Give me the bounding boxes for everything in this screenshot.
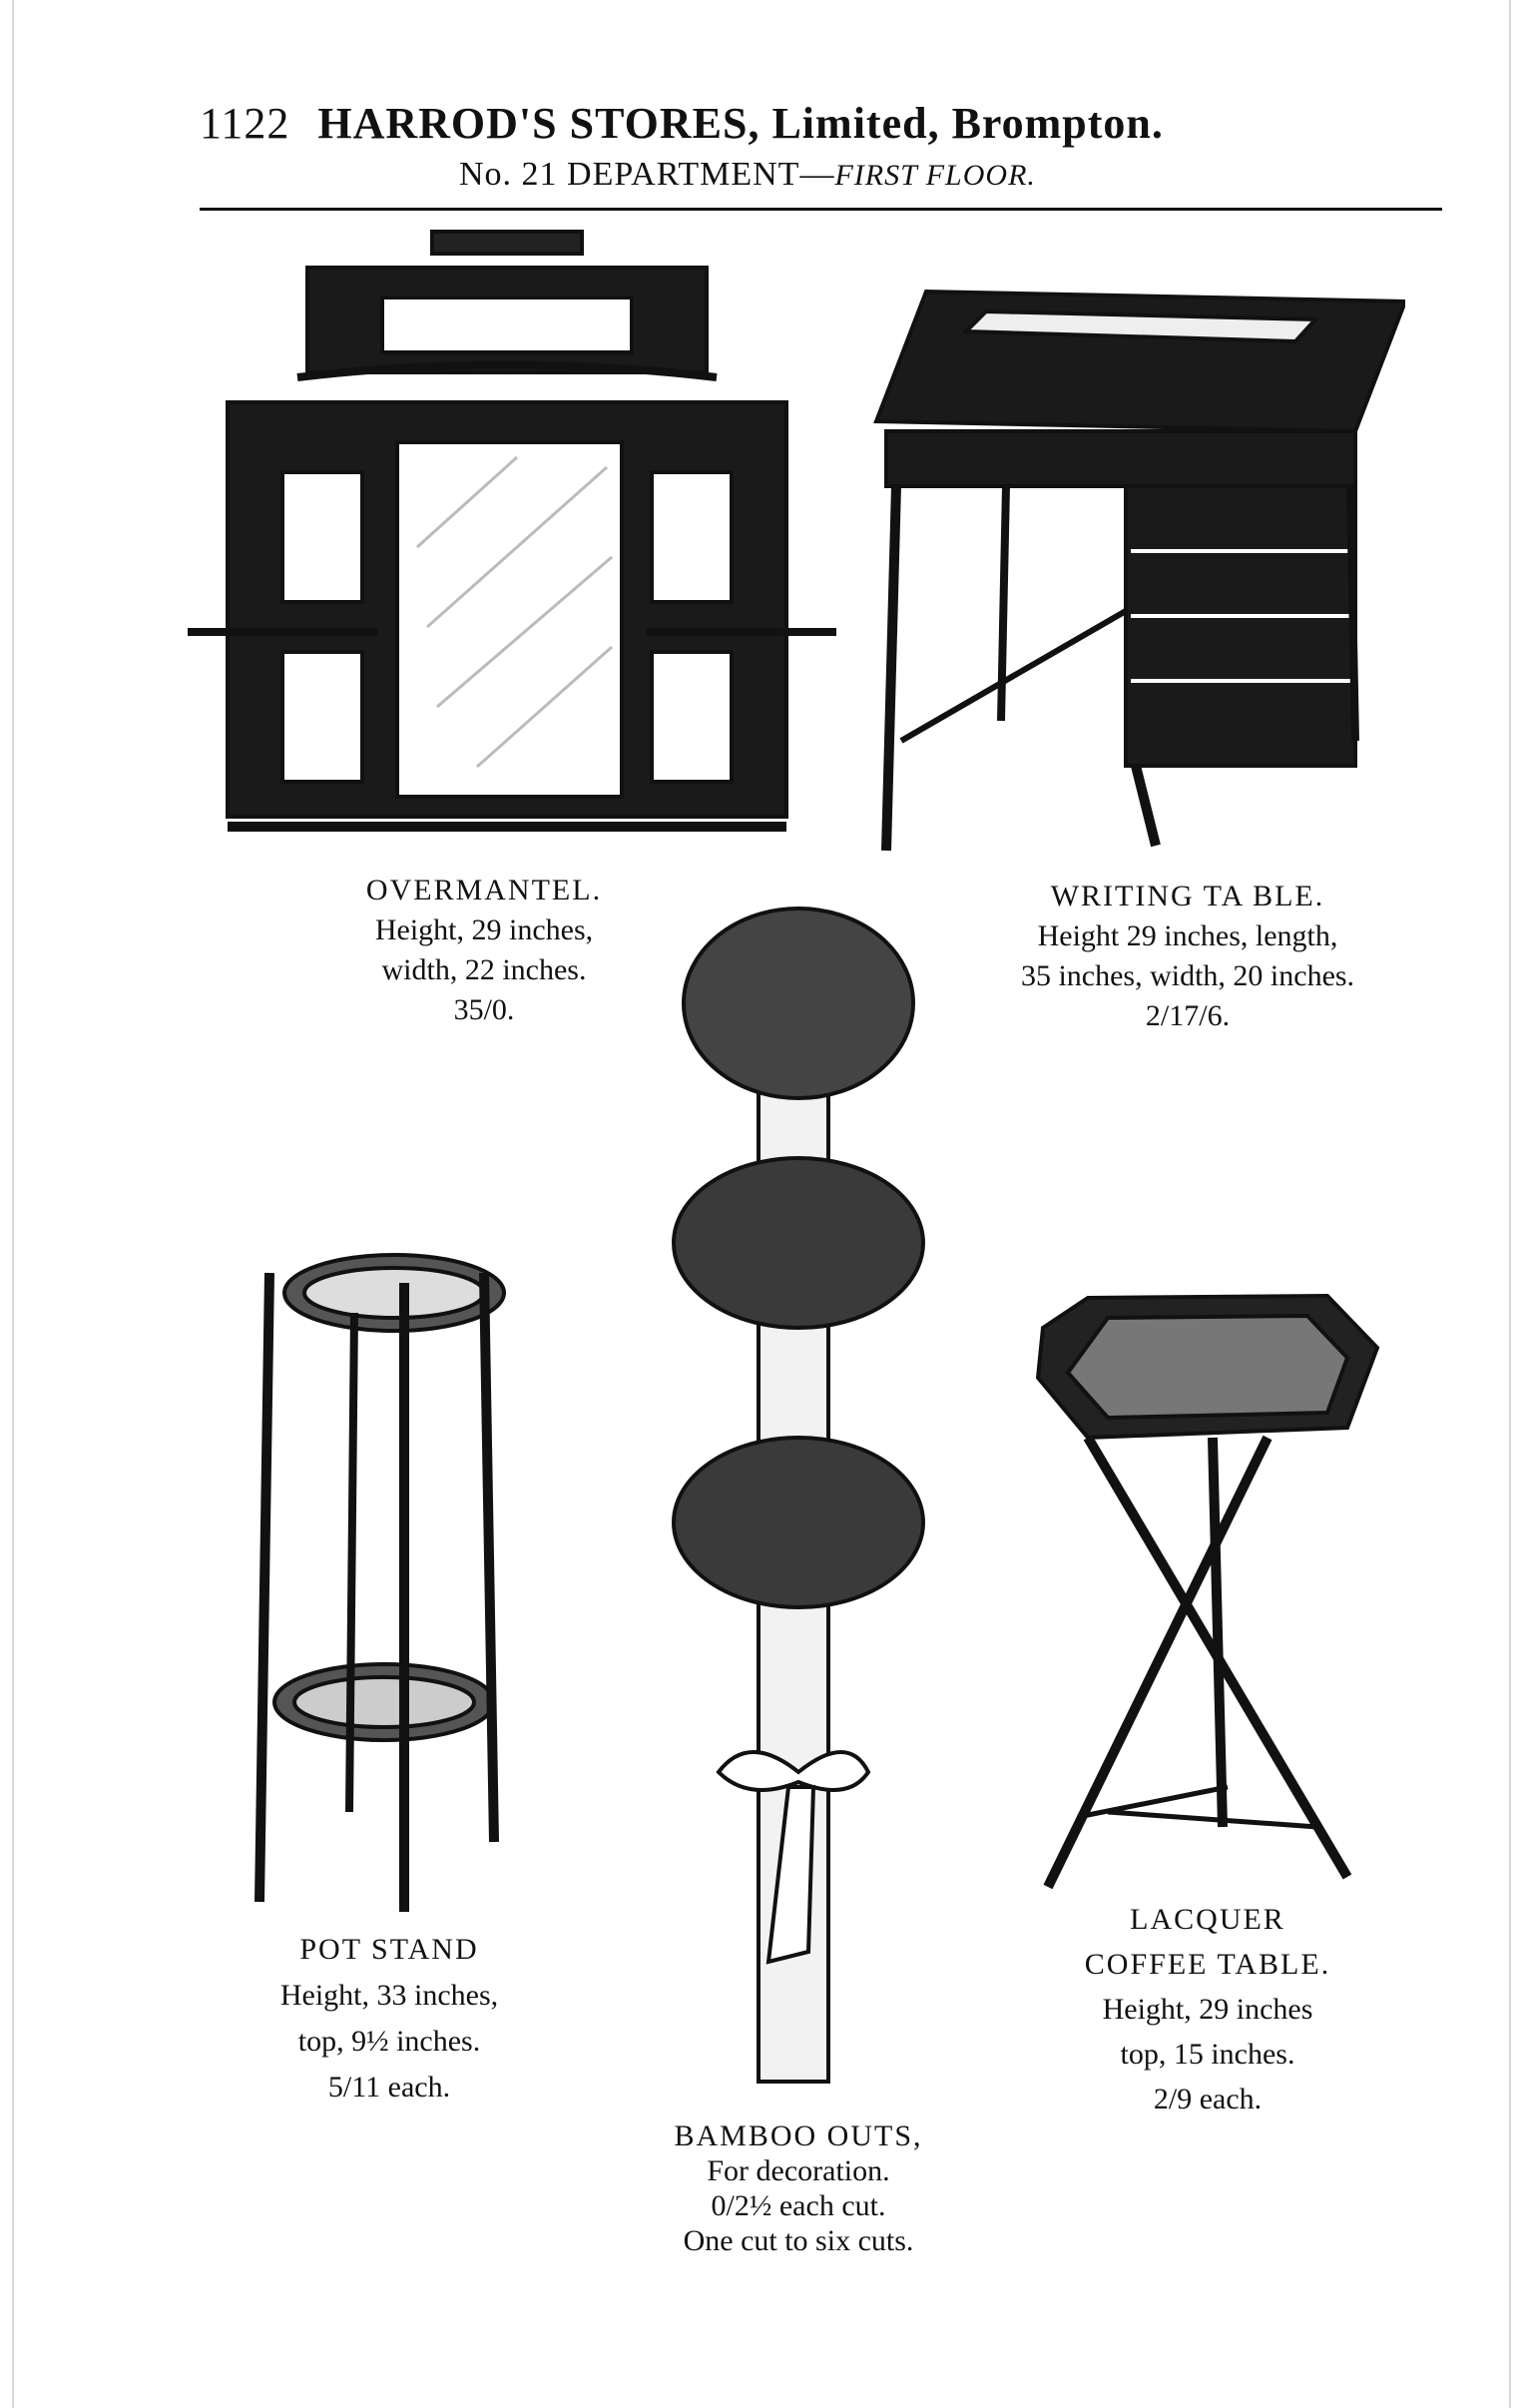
page-edge-right bbox=[1509, 0, 1511, 2408]
department-label: No. 21 DEPARTMENT— bbox=[459, 156, 835, 193]
bamboo-cuts-caption bbox=[639, 2118, 958, 2258]
item-dimensions: Height, 29 inches bbox=[1102, 1993, 1313, 2026]
store-name: HARROD'S STORES, Limited, Brompton. bbox=[317, 99, 1164, 148]
item-price: 2/9 each. bbox=[1153, 2083, 1263, 2115]
coffee-table-caption bbox=[1038, 1897, 1377, 2121]
item-price: 2/17/6. bbox=[1145, 999, 1231, 1032]
item-name: POT STAND bbox=[299, 1933, 479, 1966]
item-price: 35/0. bbox=[453, 993, 515, 1026]
page-edge-left bbox=[12, 0, 14, 2408]
pot-stand-illustration bbox=[230, 1233, 559, 1922]
item-name: LACQUER bbox=[1130, 1903, 1285, 1936]
header-rule bbox=[200, 208, 1442, 211]
item-name-line2: COFFEE TABLE. bbox=[1084, 1948, 1331, 1981]
item-name: OVERMANTEL. bbox=[365, 874, 603, 906]
item-price: 0/2½ each cut. bbox=[711, 2189, 886, 2222]
item-dimensions: top, 15 inches. bbox=[1120, 2038, 1295, 2071]
floor-label: FIRST FLOOR. bbox=[834, 159, 1036, 192]
item-note: One cut to six cuts. bbox=[683, 2224, 914, 2257]
item-dimensions: Height, 33 inches, bbox=[279, 1979, 499, 2012]
item-dimensions: width, 22 inches. bbox=[381, 953, 587, 986]
item-dimensions: 35 inches, width, 20 inches. bbox=[1020, 959, 1355, 992]
coffee-table-illustration bbox=[1028, 1288, 1387, 1907]
department-heading bbox=[459, 156, 1036, 194]
item-dimensions: Height 29 inches, length, bbox=[1037, 919, 1338, 952]
writing-table-caption bbox=[978, 877, 1397, 1036]
writing-table-illustration bbox=[856, 282, 1405, 861]
page-number: 1122 bbox=[200, 99, 290, 148]
overmantel-caption bbox=[329, 871, 639, 1030]
item-dimensions: top, 9½ inches. bbox=[297, 2025, 481, 2058]
item-price: 5/11 each. bbox=[327, 2071, 451, 2104]
item-dimensions: Height, 29 inches, bbox=[374, 913, 594, 946]
item-name: WRITING TA BLE. bbox=[1050, 880, 1325, 912]
overmantel-illustration bbox=[188, 228, 838, 867]
item-note: For decoration. bbox=[707, 2154, 890, 2187]
page-header bbox=[200, 98, 1164, 149]
item-name: BAMBOO OUTS, bbox=[674, 2119, 923, 2152]
bamboo-cuts-illustration bbox=[659, 894, 958, 2102]
pot-stand-caption bbox=[230, 1927, 549, 2110]
